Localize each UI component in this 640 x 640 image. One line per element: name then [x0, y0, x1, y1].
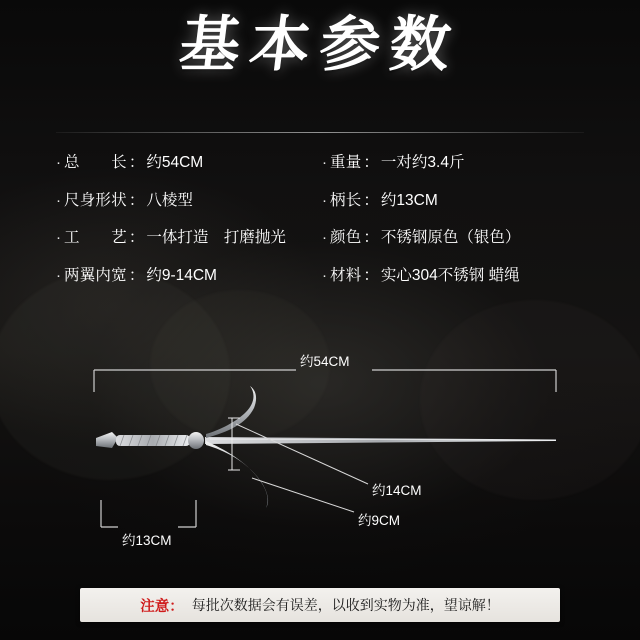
- bullet-icon: ·: [322, 154, 327, 171]
- wing-outer-label: 约14CM: [372, 483, 422, 498]
- total-length-label: 约54CM: [300, 354, 350, 369]
- bullet-icon: ·: [56, 266, 61, 284]
- bullet-icon: ·: [322, 266, 327, 284]
- spec-value: 一对约3.4斤: [380, 154, 465, 171]
- spec-list: [56, 154, 584, 304]
- bullet-icon: ·: [322, 229, 327, 247]
- bullet-icon: ·: [56, 191, 61, 209]
- wing-width-leaders: [236, 424, 368, 512]
- handle-length-dimension: [101, 500, 196, 527]
- page-title-text: 基本参数: [175, 10, 465, 80]
- spec-label: 工 艺: [64, 229, 127, 247]
- spec-value: 实心304不锈钢 蜡绳: [380, 266, 520, 284]
- spec-label: 两翼内宽: [64, 266, 127, 284]
- spec-value: 不锈钢原色（银色）: [380, 229, 521, 247]
- spec-row: [56, 192, 318, 211]
- title-divider: [56, 132, 584, 133]
- notice-label: 注意：: [140, 598, 184, 615]
- spec-label: 总 长: [64, 154, 127, 171]
- notice-bar: [80, 588, 560, 622]
- wing-inner-label: 约9CM: [358, 513, 401, 528]
- spec-row: [56, 229, 318, 248]
- bullet-icon: ·: [322, 191, 327, 209]
- spec-label: 重量: [330, 154, 362, 171]
- spec-separator: ：: [128, 154, 145, 171]
- spec-label: 柄长: [330, 191, 362, 209]
- bullet-icon: ·: [56, 229, 61, 247]
- spec-separator: ：: [363, 266, 379, 284]
- handle-length-label: 约13CM: [122, 533, 172, 548]
- page-title: [0, 10, 640, 80]
- spec-separator: ：: [128, 191, 145, 209]
- spec-row: [322, 267, 584, 286]
- spec-row: [322, 154, 584, 173]
- spec-separator: ：: [363, 154, 379, 171]
- spec-row: [322, 229, 584, 248]
- spec-value: 八棱型: [146, 191, 193, 209]
- spec-label: 材料: [330, 266, 362, 284]
- spec-row: [322, 192, 584, 211]
- bullet-icon: ·: [56, 154, 61, 171]
- notice-text: 每批次数据会有误差，以收到实物为准，望谅解！: [191, 597, 500, 613]
- spec-row: [56, 154, 318, 173]
- spec-separator: ：: [363, 191, 379, 209]
- spec-label: 尺身形状: [64, 191, 127, 209]
- spec-row: [56, 267, 318, 286]
- spec-separator: ：: [128, 266, 145, 284]
- spec-value: 约9-14CM: [146, 266, 217, 284]
- spec-separator: ：: [363, 229, 379, 247]
- total-length-dimension: [94, 370, 556, 392]
- sai-weapon-illustration: [96, 386, 556, 508]
- spec-value: 一体打造 打磨抛光: [146, 229, 286, 247]
- spec-column-right: [322, 154, 584, 304]
- spec-value: 约54CM: [146, 154, 204, 171]
- spec-column-left: [56, 154, 318, 304]
- background-texture: [420, 300, 640, 500]
- spec-separator: ：: [128, 229, 145, 247]
- spec-value: 约13CM: [380, 191, 438, 209]
- spec-label: 颜色: [330, 229, 362, 247]
